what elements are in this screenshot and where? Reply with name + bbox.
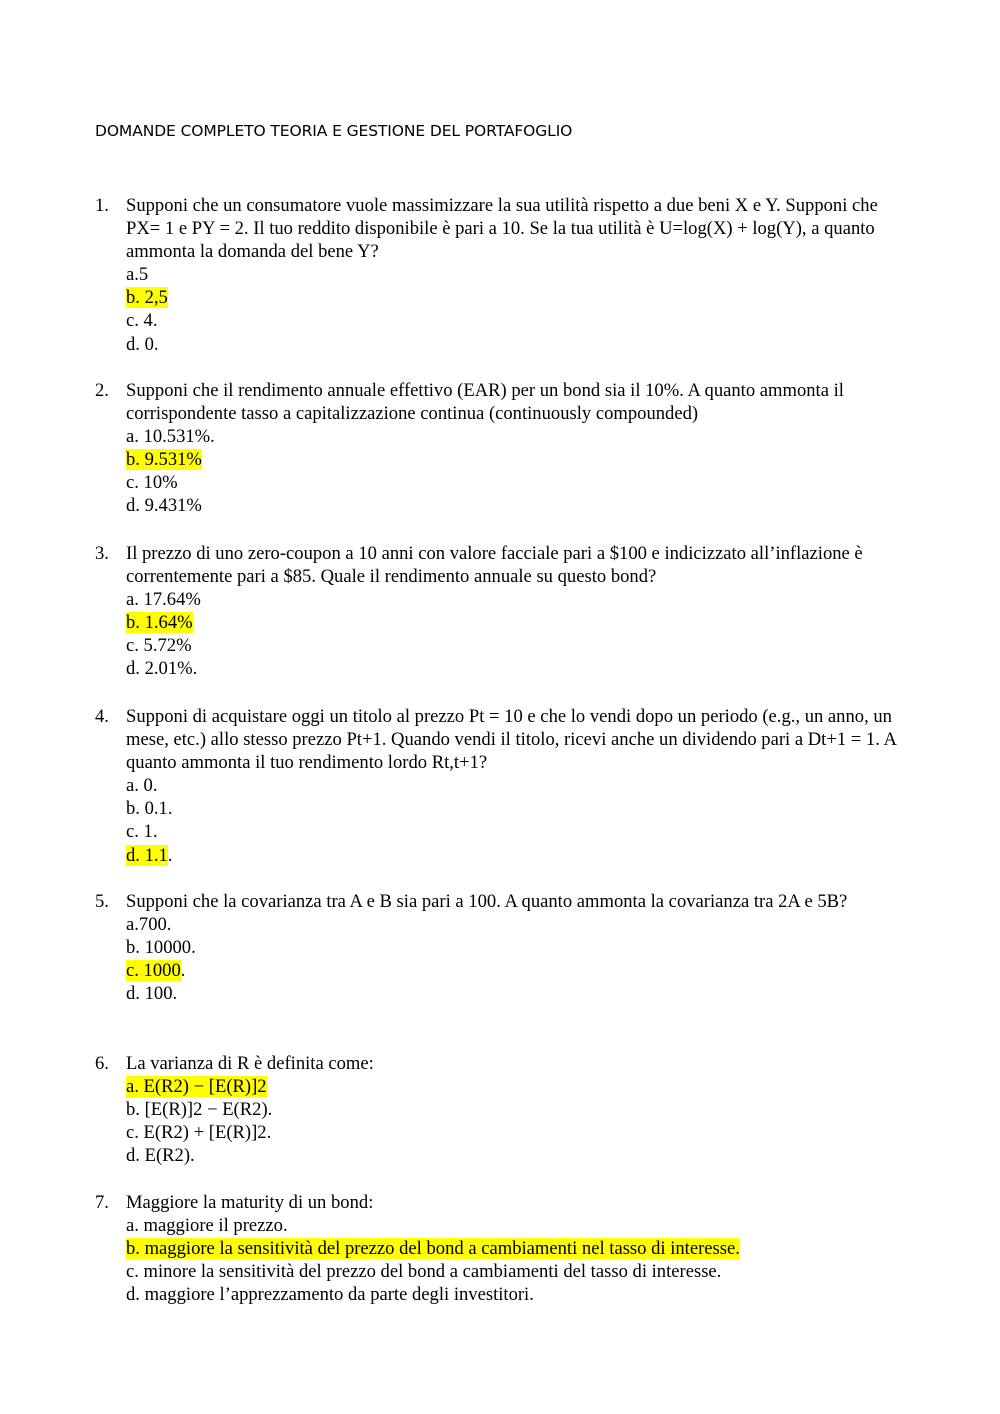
question-number: 1. bbox=[95, 195, 109, 216]
option-text: d. 0. bbox=[126, 333, 159, 355]
option-b bbox=[126, 797, 905, 820]
question-number: 3. bbox=[95, 543, 109, 564]
option-c bbox=[126, 1121, 905, 1144]
question-text: Maggiore la maturity di un bond: bbox=[126, 1192, 374, 1213]
option-text: b. 10000. bbox=[126, 937, 196, 959]
option-text: a. 10.531%. bbox=[126, 426, 215, 448]
option-text: a.700. bbox=[126, 914, 172, 936]
option-text: b. 0.1. bbox=[126, 798, 173, 820]
highlighted-answer: d. 1.1 bbox=[126, 844, 168, 866]
option-text: a.5 bbox=[126, 264, 149, 286]
option-text: a. 0. bbox=[126, 775, 158, 797]
option-text: c. 1. bbox=[126, 821, 158, 843]
option-b bbox=[126, 1098, 905, 1121]
option-a bbox=[126, 263, 905, 286]
option-b bbox=[126, 936, 905, 959]
option-a bbox=[126, 913, 905, 936]
option-c bbox=[126, 309, 905, 332]
option-b bbox=[126, 611, 905, 634]
option-d bbox=[126, 1144, 905, 1167]
question-6 bbox=[95, 1052, 905, 1167]
option-b bbox=[126, 448, 905, 471]
question-text: Supponi che un consumatore vuole massimizzare la sua utilità rispetto a due beni X e Y. Supponi che PX= 1 e PY = 2. Il tuo reddito disponibile è pari a 10. Se la tua utilità è U=log(X) + log(Y), a quanto ammonta la domanda del bene Y? bbox=[126, 195, 878, 263]
option-text: a. 17.64% bbox=[126, 589, 201, 611]
option-c bbox=[126, 471, 905, 494]
option-text: c. E(R2) + [E(R)]2. bbox=[126, 1122, 272, 1144]
option-b bbox=[126, 286, 905, 309]
question-5 bbox=[95, 890, 905, 1005]
question-number: 7. bbox=[95, 1192, 109, 1213]
answer-options bbox=[126, 1075, 905, 1167]
question-number: 6. bbox=[95, 1053, 109, 1074]
question-number: 2. bbox=[95, 380, 109, 401]
option-d bbox=[126, 982, 905, 1005]
question-7 bbox=[95, 1191, 905, 1306]
option-d bbox=[126, 844, 905, 867]
highlighted-answer: b. 2,5 bbox=[126, 287, 168, 309]
option-d bbox=[126, 657, 905, 680]
option-text: d. maggiore l’apprezzamento da parte degli investitori. bbox=[126, 1284, 534, 1306]
answer-options bbox=[126, 588, 905, 680]
highlighted-answer: b. maggiore la sensitività del prezzo del bond a cambiamenti nel tasso di interesse. bbox=[126, 1238, 740, 1260]
option-a bbox=[126, 1075, 905, 1098]
answer-options bbox=[126, 1214, 905, 1306]
option-text: . bbox=[180, 960, 186, 982]
question-1 bbox=[95, 194, 905, 356]
option-text: c. 4. bbox=[126, 310, 158, 332]
question-text: Supponi che il rendimento annuale effettivo (EAR) per un bond sia il 10%. A quanto ammonta il corrispondente tasso a capitalizzazione continua (continuously compounded) bbox=[126, 380, 844, 425]
option-d bbox=[126, 333, 905, 356]
option-d bbox=[126, 494, 905, 517]
option-text: c. minore la sensitività del prezzo del bond a cambiamenti del tasso di interesse. bbox=[126, 1261, 722, 1283]
option-c bbox=[126, 820, 905, 843]
highlighted-answer: b. 1.64% bbox=[126, 612, 193, 634]
option-text: a. maggiore il prezzo. bbox=[126, 1215, 288, 1237]
question-number: 4. bbox=[95, 706, 109, 727]
answer-options bbox=[126, 425, 905, 517]
answer-options bbox=[126, 913, 905, 1005]
option-d bbox=[126, 1283, 905, 1306]
answer-options bbox=[126, 774, 905, 866]
question-number: 5. bbox=[95, 891, 109, 912]
option-b bbox=[126, 1237, 905, 1260]
option-text: . bbox=[167, 844, 173, 866]
page-title: DOMANDE COMPLETO TEORIA E GESTIONE DEL PORTAFOGLIO bbox=[95, 122, 573, 140]
option-text: d. E(R2). bbox=[126, 1145, 195, 1167]
option-text: b. [E(R)]2 − E(R2). bbox=[126, 1099, 273, 1121]
option-text: d. 2.01%. bbox=[126, 658, 198, 680]
question-2 bbox=[95, 379, 905, 518]
highlighted-answer: a. E(R2) − [E(R)]2 bbox=[126, 1076, 267, 1098]
option-a bbox=[126, 774, 905, 797]
option-a bbox=[126, 588, 905, 611]
question-4 bbox=[95, 705, 905, 867]
question-text: Supponi di acquistare oggi un titolo al prezzo Pt = 10 e che lo vendi dopo un periodo (e.g., un anno, un mese, etc.) allo stesso prezzo Pt+1. Quando vendi il titolo, ricevi anche un dividendo pari a Dt+1 = 1. A quanto ammonta il tuo rendimento lordo Rt,t+1? bbox=[126, 706, 896, 774]
question-text: Supponi che la covarianza tra A e B sia pari a 100. A quanto ammonta la covarianza tra 2A e 5B? bbox=[126, 891, 848, 912]
option-a bbox=[126, 1214, 905, 1237]
highlighted-answer: c. 1000 bbox=[126, 960, 181, 982]
option-text: d. 9.431% bbox=[126, 495, 202, 517]
question-3 bbox=[95, 542, 905, 681]
option-text: c. 5.72% bbox=[126, 635, 192, 657]
question-text: La varianza di R è definita come: bbox=[126, 1053, 374, 1074]
option-text: d. 100. bbox=[126, 983, 178, 1005]
answer-options bbox=[126, 263, 905, 355]
highlighted-answer: b. 9.531% bbox=[126, 449, 202, 471]
option-a bbox=[126, 425, 905, 448]
question-text: Il prezzo di uno zero-coupon a 10 anni con valore facciale pari a $100 e indicizzato all’inflazione è correntemente pari a $85. Quale il rendimento annuale su questo bond? bbox=[126, 543, 863, 588]
option-text: c. 10% bbox=[126, 472, 178, 494]
option-c bbox=[126, 1260, 905, 1283]
option-c bbox=[126, 959, 905, 982]
option-c bbox=[126, 634, 905, 657]
